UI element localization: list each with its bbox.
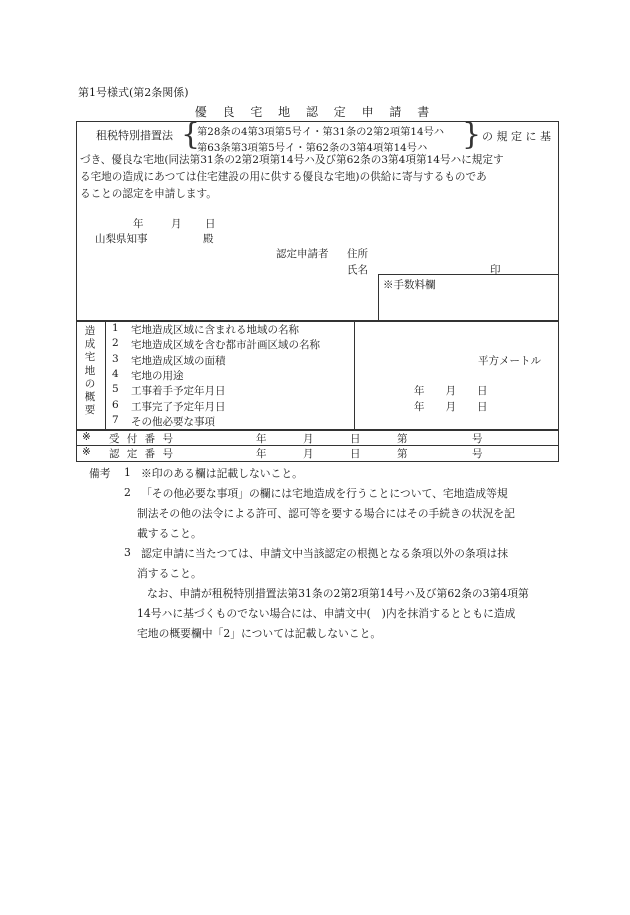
date-month-label: 月 [171,218,182,230]
note-2-line-2: 制法その他の法令による許可、認可等を要する場合にはその手続きの状況を記 [137,507,515,520]
receipt-label: 認 定 番 号 [109,448,176,460]
note-3-line-1: 認定申請に当たつては、申請文中当該認定の根拠となる条項以外の条項は抹 [141,547,509,560]
applicant-label: 認定申請者 [276,248,329,260]
form-number: 第1号様式(第2条関係) [78,86,189,99]
note-3-line-2: 消すること。 [137,567,202,580]
regulation-suffix: の 規 定 に 基 [482,130,551,143]
overview-item-number: 1 [112,322,119,334]
note-3-line-4: 14号ハに基づくものでない場合には、申請文中( )内を抹消するとともに造成 [137,607,516,620]
name-label: 氏名 [347,264,368,276]
date-year-label: 年 [133,218,144,230]
fee-label: ※手数料欄 [383,279,436,291]
note-3-line-3: なお、申請が租税特別措置法第31条の2第2項第14号ハ及び第62条の3第4項第 [147,587,529,600]
clause-option-1: 第28条の4第3項第5号イ・第31条の2第2項第14号ハ [197,126,445,138]
overview-item-value: 年 月 日 [414,385,488,398]
receipt-go: 号 [472,448,483,460]
overview-item-label: 宅地の用途 [131,369,184,382]
fee-box-top-border [378,274,558,275]
receipt-year: 年 [256,448,267,460]
note-3-line-5: 宅地の概要欄中「2」については記載しないこと。 [137,627,382,640]
overview-item-label: 宅地造成区域を含む都市計画区域の名称 [131,339,320,352]
overview-item-number: 6 [112,398,119,411]
note-1-text: ※印のある欄は記載しないこと。 [141,467,303,480]
overview-item-number: 4 [112,367,119,380]
overview-item-number: 7 [112,413,119,426]
application-body-line-3: ることの認定を申請します。 [80,188,217,200]
overview-item-label: 宅地造成区域の面積 [131,354,226,367]
receipt-mark: ※ [82,446,91,458]
receipt-dai: 第 [397,448,408,460]
fee-box-left-border [378,274,379,321]
addressee: 山梨県知事 [95,233,148,245]
receipt-day: 日 [350,448,361,460]
left-brace: { [181,117,201,152]
notes-label: 備考 [89,467,111,480]
clause-option-2: 第63条第3項第5号イ・第62条の3第4項第14号ハ [197,142,428,154]
overview-item-label: 宅地造成区域に含まれる地域の名称 [131,324,299,336]
form-title: 優 良 宅 地 認 定 申 請 書 [194,105,436,119]
law-name: 租税特別措置法 [96,129,173,142]
overview-item-label: その他必要な事項 [131,415,215,428]
receipt-day: 日 [350,433,361,445]
seal-label: 印 [490,264,501,276]
overview-heading-divider [105,321,106,430]
application-body-line-2: る宅地の造成にあつては住宅建設の用に供する優良な宅地)の供給に寄与するものであ [80,171,487,183]
receipt-dai: 第 [397,433,408,445]
receipt-month: 月 [303,433,314,445]
receipt-year: 年 [256,433,267,445]
receipt-label: 受 付 番 号 [109,433,176,445]
overview-item-value: 年 月 日 [414,400,488,413]
right-brace: } [462,117,482,152]
overview-item-number: 2 [112,337,119,350]
overview-item-number: 5 [112,383,119,396]
overview-heading: 造成宅地の概要 [84,325,96,417]
note-3-number: 3 [124,546,131,559]
overview-item-label: 工事完了予定年月日 [131,400,226,413]
honorific: 殿 [203,233,214,245]
application-body-line-1: づき、優良な宅地(同法第31条の2第2項第14号ハ及び第62条の3第4項第14号ハに規定す [80,154,504,166]
address-label: 住所 [347,248,368,260]
receipt-month: 月 [303,448,314,460]
note-2-line-1: 「その他必要な事項」の欄には宅地造成を行うことについて、宅地造成等規 [141,487,508,500]
overview-value-divider [354,321,355,430]
receipt-go: 号 [472,433,483,445]
receipt-mark: ※ [82,431,91,443]
overview-item-number: 3 [112,352,119,365]
note-2-number: 2 [124,486,131,499]
overview-item-value: 平方メートル [478,354,541,367]
note-2-line-3: 載すること。 [137,527,202,540]
note-1-number: 1 [124,466,131,479]
overview-item-label: 工事着手予定年月日 [131,385,226,398]
date-day-label: 日 [205,218,216,230]
